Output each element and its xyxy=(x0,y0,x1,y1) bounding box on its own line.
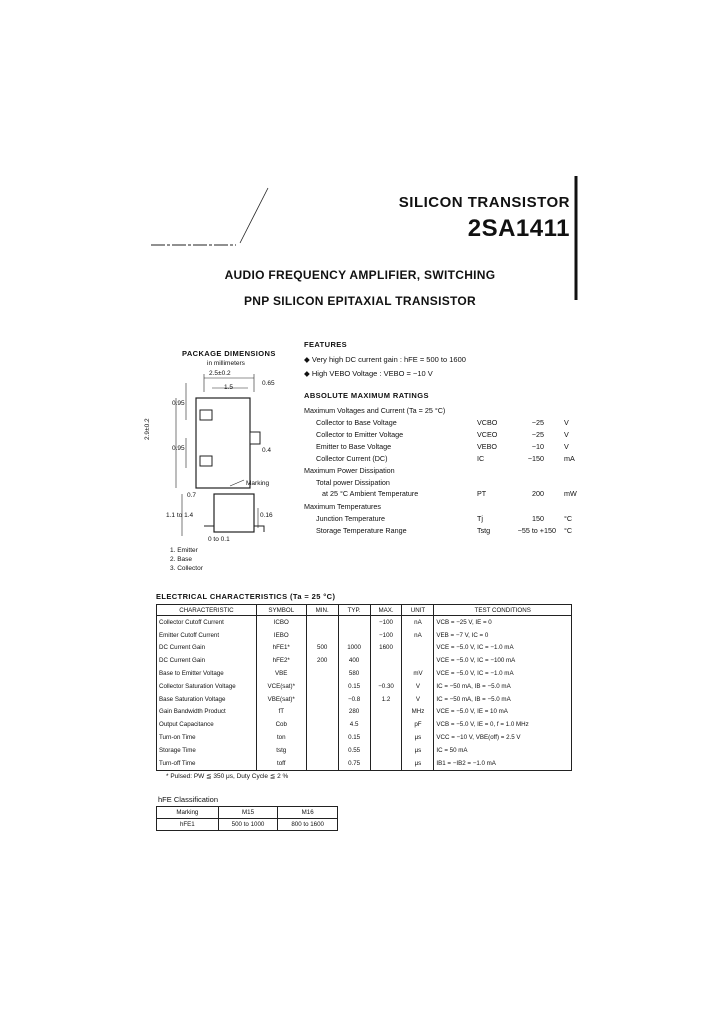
table-cell xyxy=(370,654,402,667)
amr-name: Emitter to Base Voltage xyxy=(316,442,392,451)
table-cell: VCB = −25 V, IE = 0 xyxy=(434,616,572,629)
pin-list xyxy=(170,546,203,573)
amr-group-temperatures: Maximum Temperatures xyxy=(304,502,381,511)
hfe-range: 800 to 1600 xyxy=(278,819,338,831)
table-cell: nA xyxy=(402,616,434,629)
amr-value: −25 xyxy=(531,430,544,439)
footnote: * Pulsed: PW ≦ 350 μs, Duty Cycle ≦ 2 % xyxy=(166,773,289,780)
amr-unit: V xyxy=(564,418,569,427)
col-characteristic: CHARACTERISTIC xyxy=(157,605,257,616)
part-number: 2SA1411 xyxy=(467,215,570,242)
table-row xyxy=(157,667,572,680)
table-cell xyxy=(306,706,338,719)
amr-name: Storage Temperature Range xyxy=(316,526,407,535)
amr-power-symbol: PT xyxy=(477,489,487,498)
table-cell: μs xyxy=(402,731,434,744)
table-cell: −100 xyxy=(370,629,402,642)
marking-label: Marking xyxy=(246,480,270,487)
table-cell: VBE xyxy=(256,667,306,680)
amr-power-unit: mW xyxy=(564,489,577,498)
amr-group-power: Maximum Power Dissipation xyxy=(304,466,395,475)
table-cell xyxy=(402,642,434,655)
table-cell: 0.15 xyxy=(338,731,370,744)
table-cell xyxy=(338,616,370,629)
table-cell xyxy=(306,693,338,706)
table-cell xyxy=(306,680,338,693)
table-cell: DC Current Gain xyxy=(157,654,257,667)
table-cell xyxy=(306,629,338,642)
table-cell: VEB = −7 V, IC = 0 xyxy=(434,629,572,642)
dim-width: 2.5±0.2 xyxy=(209,370,231,377)
amr-value: 150 xyxy=(532,514,544,523)
dim-f: 0.16 xyxy=(260,512,273,519)
feature-text-2: High VEBO Voltage : VEBO = −10 V xyxy=(311,369,433,378)
table-cell xyxy=(370,757,402,770)
dim-height: 2.9±0.2 xyxy=(144,418,151,440)
amr-symbol: IC xyxy=(477,454,485,463)
table-cell xyxy=(370,731,402,744)
dim-right: 0.65 xyxy=(262,380,275,387)
amr-name: Junction Temperature xyxy=(316,514,385,523)
subtitle-1: AUDIO FREQUENCY AMPLIFIER, SWITCHING xyxy=(224,268,496,282)
table-cell: DC Current Gain xyxy=(157,642,257,655)
table-cell: VCB = −5.0 V, IE = 0, f = 1.0 MHz xyxy=(434,718,572,731)
hfe-row-label: Marking xyxy=(157,807,219,819)
feature-text-1: Very high DC current gain : hFE = 500 to 1600 xyxy=(311,355,466,364)
table-cell: VBE(sat)* xyxy=(256,693,306,706)
table-cell: −0.8 xyxy=(338,693,370,706)
electrical-heading: ELECTRICAL CHARACTERISTICS (Ta = 25 °C) xyxy=(156,592,336,601)
pin-collector: 3. Collector xyxy=(170,565,203,572)
amr-value: −55 to +150 xyxy=(517,526,556,535)
amr-symbol: Tj xyxy=(477,514,483,523)
dim-g: 0 to 0.1 xyxy=(208,536,230,543)
hfe-range: 500 to 1000 xyxy=(218,819,278,831)
table-cell: Collector Saturation Voltage xyxy=(157,680,257,693)
table-header-row xyxy=(157,605,572,616)
table-cell: IC = 50 mA xyxy=(434,744,572,757)
table-cell: hFE2* xyxy=(256,654,306,667)
table-cell: 500 xyxy=(306,642,338,655)
amr-unit: V xyxy=(564,442,569,451)
table-cell: Output Capacitance xyxy=(157,718,257,731)
table-cell: Base Saturation Voltage xyxy=(157,693,257,706)
amr-group-voltages: Maximum Voltages and Current (Ta = 25 °C) xyxy=(304,406,446,415)
amr-value: −10 xyxy=(531,442,544,451)
table-cell: VCE = −5.0 V, IC = −1.0 mA xyxy=(434,667,572,680)
table-cell: μs xyxy=(402,744,434,757)
table-cell: 0.75 xyxy=(338,757,370,770)
table-cell: 400 xyxy=(338,654,370,667)
table-cell: pF xyxy=(402,718,434,731)
table-row xyxy=(157,693,572,706)
hfe-marking: M16 xyxy=(278,807,338,819)
hfe-range-row xyxy=(157,819,338,831)
table-cell: VCE = −5.0 V, IC = −1.0 mA xyxy=(434,642,572,655)
table-cell xyxy=(306,718,338,731)
amr-symbol: VCBO xyxy=(477,418,498,427)
hfe-row-label: hFE1 xyxy=(157,819,219,831)
amr-unit: mA xyxy=(564,454,575,463)
amr-unit: V xyxy=(564,430,569,439)
amr-name: Collector to Emitter Voltage xyxy=(316,430,404,439)
amr-symbol: VEBO xyxy=(477,442,497,451)
col-unit: UNIT xyxy=(402,605,434,616)
col-max: MAX. xyxy=(370,605,402,616)
amr-power-value: 200 xyxy=(532,489,544,498)
table-cell: Turn-on Time xyxy=(157,731,257,744)
dim-c: 0.4 xyxy=(262,447,272,454)
hfe-table xyxy=(156,806,338,831)
col-symbol: SYMBOL xyxy=(256,605,306,616)
table-cell: V xyxy=(402,680,434,693)
table-cell: Cob xyxy=(256,718,306,731)
table-cell: 1.2 xyxy=(370,693,402,706)
amr-symbol: Tstg xyxy=(477,526,491,535)
amr-name: Collector to Base Voltage xyxy=(316,418,397,427)
table-cell: 280 xyxy=(338,706,370,719)
dim-b: 0.95 xyxy=(172,445,185,452)
table-cell: V xyxy=(402,693,434,706)
dim-a: 0.95 xyxy=(172,400,185,407)
table-cell: 200 xyxy=(306,654,338,667)
dim-inner: 1.5 xyxy=(224,384,234,391)
table-row xyxy=(157,744,572,757)
electrical-table xyxy=(156,604,572,771)
table-cell: 0.55 xyxy=(338,744,370,757)
table-cell: mV xyxy=(402,667,434,680)
table-cell xyxy=(306,744,338,757)
table-cell: 1600 xyxy=(370,642,402,655)
table-row xyxy=(157,718,572,731)
table-cell: −0.30 xyxy=(370,680,402,693)
table-cell xyxy=(370,744,402,757)
table-cell: IB1 = −IB2 = −1.0 mA xyxy=(434,757,572,770)
amr-unit: °C xyxy=(564,526,573,535)
table-cell: Storage Time xyxy=(157,744,257,757)
table-cell: Emitter Cutoff Current xyxy=(157,629,257,642)
table-cell xyxy=(306,757,338,770)
amr-value: −150 xyxy=(527,454,544,463)
feature-item: ◆ High VEBO Voltage : VEBO = −10 V xyxy=(304,369,433,378)
table-row xyxy=(157,616,572,629)
table-cell xyxy=(370,667,402,680)
table-cell: 0.15 xyxy=(338,680,370,693)
table-cell: ton xyxy=(256,731,306,744)
hfe-heading: hFE Classification xyxy=(158,795,219,804)
table-cell xyxy=(402,654,434,667)
doc-title: SILICON TRANSISTOR xyxy=(398,194,570,211)
amr-name: Collector Current (DC) xyxy=(316,454,388,463)
table-cell: Base to Emitter Voltage xyxy=(157,667,257,680)
pin-base: 2. Base xyxy=(170,556,193,563)
table-cell: VCE = −5.0 V, IE = 10 mA xyxy=(434,706,572,719)
table-row xyxy=(157,757,572,770)
amr-power-label-2: at 25 °C Ambient Temperature xyxy=(322,489,419,498)
table-cell: −100 xyxy=(370,616,402,629)
table-cell: Gain Bandwidth Product xyxy=(157,706,257,719)
table-cell: VCE(sat)* xyxy=(256,680,306,693)
hfe-marking-row xyxy=(157,807,338,819)
table-cell: Collector Cutoff Current xyxy=(157,616,257,629)
table-row xyxy=(157,680,572,693)
table-cell xyxy=(338,629,370,642)
table-cell xyxy=(370,706,402,719)
amr-power-label-1: Total power Dissipation xyxy=(316,478,390,487)
package-heading: PACKAGE DIMENSIONS xyxy=(182,349,276,358)
table-cell: VCC = −10 V, VBE(off) = 2.5 V xyxy=(434,731,572,744)
table-cell: tstg xyxy=(256,744,306,757)
table-cell: MHz xyxy=(402,706,434,719)
dim-d: 0.7 xyxy=(187,492,197,499)
table-cell: fT xyxy=(256,706,306,719)
table-cell xyxy=(306,616,338,629)
header-decoration xyxy=(0,0,720,300)
table-cell: ICBO xyxy=(256,616,306,629)
table-cell: 4.5 xyxy=(338,718,370,731)
table-row xyxy=(157,642,572,655)
amr-value: −25 xyxy=(531,418,544,427)
amr-symbol: VCEO xyxy=(477,430,498,439)
dim-e: 1.1 to 1.4 xyxy=(166,512,194,519)
table-cell xyxy=(370,718,402,731)
hfe-marking: M15 xyxy=(218,807,278,819)
table-cell: IC = −50 mA, IB = −5.0 mA xyxy=(434,680,572,693)
table-cell: Turn-off Time xyxy=(157,757,257,770)
table-cell: μs xyxy=(402,757,434,770)
table-row xyxy=(157,629,572,642)
table-cell: hFE1* xyxy=(256,642,306,655)
col-test-conditions: TEST CONDITIONS xyxy=(434,605,572,616)
amr-heading: ABSOLUTE MAXIMUM RATINGS xyxy=(304,391,429,400)
table-row xyxy=(157,731,572,744)
features-heading: FEATURES xyxy=(304,340,348,349)
table-cell xyxy=(306,731,338,744)
table-row xyxy=(157,706,572,719)
table-cell: IEBO xyxy=(256,629,306,642)
package-units: in millimeters xyxy=(207,360,245,367)
feature-item: ◆ Very high DC current gain : hFE = 500 to 1600 xyxy=(304,355,466,364)
table-cell: VCE = −5.0 V, IC = −100 mA xyxy=(434,654,572,667)
amr-unit: °C xyxy=(564,514,573,523)
table-cell: 580 xyxy=(338,667,370,680)
table-cell: 1000 xyxy=(338,642,370,655)
pin-emitter: 1. Emitter xyxy=(170,547,198,554)
table-cell: IC = −50 mA, IB = −5.0 mA xyxy=(434,693,572,706)
col-typ: TYP. xyxy=(338,605,370,616)
table-cell: nA xyxy=(402,629,434,642)
col-min: MIN. xyxy=(306,605,338,616)
table-cell: toff xyxy=(256,757,306,770)
table-row xyxy=(157,654,572,667)
subtitle-2: PNP SILICON EPITAXIAL TRANSISTOR xyxy=(243,294,477,308)
table-cell xyxy=(306,667,338,680)
